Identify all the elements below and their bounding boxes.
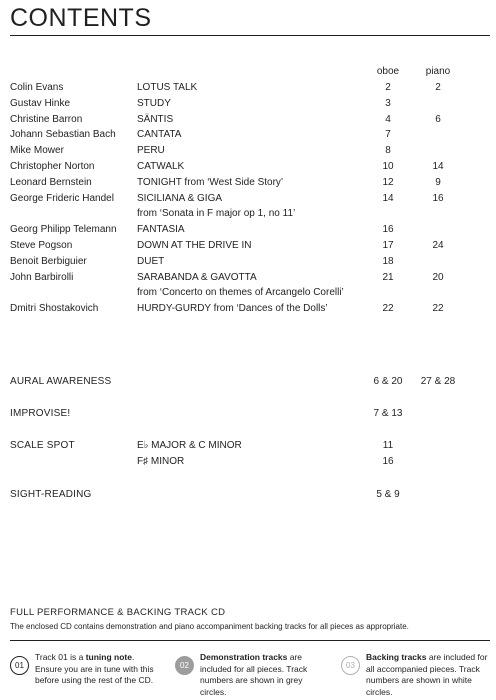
piano-page: 24 bbox=[432, 240, 444, 251]
piece-title: LOTUS TALK bbox=[137, 82, 198, 93]
cd-rule bbox=[10, 640, 490, 641]
oboe-page: 4 bbox=[385, 113, 391, 125]
composer-name: George Frideric Handel bbox=[10, 192, 114, 204]
oboe-page: 21 bbox=[382, 271, 394, 283]
piano-page: 16 bbox=[432, 192, 444, 204]
section-oboe-page: 16 bbox=[382, 456, 394, 467]
piece-row bbox=[0, 143, 496, 158]
piece-row bbox=[0, 254, 496, 269]
track-03-circle-icon: 03 bbox=[341, 656, 360, 675]
piece-title: SICILIANA & GIGA bbox=[137, 192, 223, 204]
piece-title: SÄNTIS bbox=[137, 113, 174, 125]
oboe-page: 3 bbox=[385, 97, 391, 109]
section-row bbox=[0, 438, 496, 453]
piece-row bbox=[0, 238, 496, 253]
page-title: CONTENTS bbox=[10, 4, 152, 32]
piece-title: from ‘Concerto on themes of Arcangelo Corelli’ bbox=[137, 287, 344, 299]
cd-description: The enclosed CD contains demonstration and piano accompaniment backing tracks for all pieces as appropriate. bbox=[10, 622, 409, 631]
piano-page: 22 bbox=[432, 303, 444, 315]
cd-heading: FULL PERFORMANCE & BACKING TRACK CD bbox=[10, 607, 226, 618]
section-label: SIGHT-READING bbox=[10, 489, 92, 500]
section-oboe-page: 5 & 9 bbox=[376, 489, 400, 500]
composer-name: Leonard Bernstein bbox=[10, 176, 92, 188]
composer-name: Steve Pogson bbox=[10, 240, 73, 251]
section-row bbox=[0, 454, 496, 469]
composer-name: Gustav Hinke bbox=[10, 97, 71, 109]
piece-row bbox=[0, 175, 496, 190]
oboe-page: 16 bbox=[382, 224, 394, 236]
tuning-note-text: Track 01 is a tuning note. Ensure you are in tune with this before using the rest of the CD. bbox=[35, 652, 154, 685]
piece-title: CATWALK bbox=[137, 161, 185, 172]
piano-page: 14 bbox=[432, 161, 444, 172]
piece-title: PERU bbox=[137, 145, 165, 157]
oboe-page: 2 bbox=[385, 82, 391, 93]
track-02-circle-icon: 02 bbox=[175, 656, 194, 675]
piece-row bbox=[0, 127, 496, 142]
piece-row bbox=[0, 96, 496, 111]
title-rule bbox=[10, 35, 490, 36]
piano-column-header: piano bbox=[425, 66, 451, 77]
section-row bbox=[0, 487, 496, 502]
oboe-page: 12 bbox=[382, 176, 394, 188]
composer-name: Colin Evans bbox=[10, 82, 64, 93]
piece-row bbox=[0, 191, 496, 206]
oboe-column-header: oboe bbox=[376, 66, 400, 77]
piece-row bbox=[0, 159, 496, 174]
piece-row bbox=[0, 80, 496, 95]
piece-row bbox=[0, 285, 496, 300]
piece-title: HURDY-GURDY from ‘Dances of the Dolls’ bbox=[137, 303, 328, 315]
section-description: E♭ MAJOR & C MINOR bbox=[137, 440, 242, 451]
demonstration-tracks-text: Demonstration tracks are included for all pieces. Track numbers are shown in grey circles. bbox=[200, 652, 308, 697]
piece-title: TONIGHT from ‘West Side Story’ bbox=[137, 176, 284, 188]
piece-row bbox=[0, 270, 496, 285]
piece-title: SARABANDA & GAVOTTA bbox=[137, 271, 257, 283]
piece-title: DOWN AT THE DRIVE IN bbox=[137, 240, 252, 251]
section-piano-page: 27 & 28 bbox=[420, 376, 456, 387]
piano-page: 9 bbox=[435, 176, 441, 188]
piece-title: from ‘Sonata in F major op 1, no 11’ bbox=[137, 208, 296, 220]
section-row bbox=[0, 374, 496, 389]
section-label: SCALE SPOT bbox=[10, 440, 75, 451]
piece-title: CANTATA bbox=[137, 129, 182, 141]
composer-name: Johann Sebastian Bach bbox=[10, 129, 116, 141]
oboe-page: 8 bbox=[385, 145, 391, 157]
piano-page: 6 bbox=[435, 113, 441, 125]
section-oboe-page: 6 & 20 bbox=[373, 376, 403, 387]
section-oboe-page: 7 & 13 bbox=[373, 408, 403, 419]
composer-name: John Barbirolli bbox=[10, 271, 74, 283]
section-row bbox=[0, 406, 496, 421]
section-oboe-page: 11 bbox=[382, 440, 394, 451]
piece-row bbox=[0, 301, 496, 316]
oboe-page: 17 bbox=[382, 240, 394, 251]
backing-tracks-text: Backing tracks are included for all accompanied pieces. Track numbers are shown in white circles. bbox=[366, 652, 488, 697]
composer-name: Christine Barron bbox=[10, 113, 83, 125]
composer-name: Benoit Berbiguier bbox=[10, 255, 87, 267]
oboe-page: 7 bbox=[385, 129, 391, 141]
track-01-circle-icon: 01 bbox=[10, 656, 29, 675]
piece-title: DUET bbox=[137, 255, 165, 267]
section-description: F♯ MINOR bbox=[137, 456, 185, 467]
piece-title: FANTASIA bbox=[137, 224, 185, 236]
section-label: AURAL AWARENESS bbox=[10, 376, 112, 387]
composer-name: Georg Philipp Telemann bbox=[10, 224, 117, 236]
oboe-page: 10 bbox=[382, 161, 394, 172]
composer-name: Christopher Norton bbox=[10, 161, 95, 172]
composer-name: Mike Mower bbox=[10, 145, 64, 157]
piano-page: 20 bbox=[432, 271, 444, 283]
piece-row bbox=[0, 222, 496, 237]
piano-page: 2 bbox=[435, 82, 441, 93]
composer-name: Dmitri Shostakovich bbox=[10, 303, 99, 315]
oboe-page: 14 bbox=[382, 192, 394, 204]
piece-title: STUDY bbox=[137, 97, 171, 109]
oboe-page: 22 bbox=[382, 303, 394, 315]
section-label: IMPROVISE! bbox=[10, 408, 71, 419]
oboe-page: 18 bbox=[382, 255, 394, 267]
piece-row bbox=[0, 112, 496, 127]
piece-row bbox=[0, 206, 496, 221]
